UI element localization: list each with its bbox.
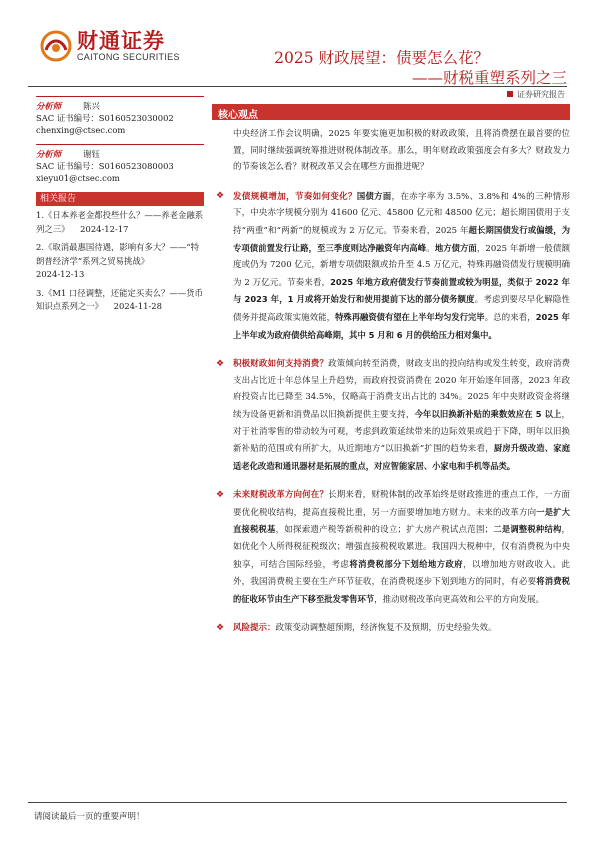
body-text: ，在赤字率为 3.5%、3.8%和 4%的三种情形下，中央赤字规模分别为 41600 亿元、45800 亿元和 48500 亿元；超长期国债用于支持“两重”和“两新”的规模或为 2 万亿元。节奏来看，2025 年 bbox=[233, 191, 570, 236]
report-date: 2024-11-28 bbox=[113, 301, 162, 311]
caitong-logo-icon bbox=[40, 30, 72, 62]
body-text: 政策变动调整超预期，经济恢复不及预期，历史经验失效。 bbox=[275, 623, 497, 634]
bold-text: 将消费税的征收环节由生产下移至批发零售环节 bbox=[233, 576, 570, 604]
header-divider bbox=[28, 86, 567, 87]
body-text: ，2025 年新增一般债额度或仍为 7200 亿元，新增专项债限额或抬升至 4.5 万亿元，特殊再融资债发行规模明确为 2 万亿元。节奏来看， bbox=[233, 243, 570, 288]
bold-text: 2025 年上半年或为政府债供给高峰期，其中 5 月和 6 月的供给压力相对集中。 bbox=[233, 311, 570, 340]
bold-text: 今年以旧换新补贴的乘数效应在 5 以上 bbox=[414, 408, 562, 419]
bullet-paragraph bbox=[212, 188, 570, 344]
bold-text: 厨房升级改造、家庭适老化改造和通讯器材是拓展的重点，对应智能家居、小家电和手机等品类。 bbox=[233, 443, 570, 471]
body-text: ，对于社消零售的带动较为可观，考虑到政策延续带来的边际效果或趋于下降，明年以旧换新补贴的范围或有所扩大，从近期地方“以旧换新”扩围的趋势来看， bbox=[233, 409, 570, 455]
intro-paragraph: 中央经济工作会议明确，2025 年要实施更加积极的财政政策，且将消费摆在最首要的位置，同时继续强调统筹推进财税体制改革。那么，明年财政政策强度会有多大？财政发力的节奏该怎么看？财税改革又会在哪些方面推进呢？ bbox=[233, 129, 570, 173]
logo-chinese: 财通证券 bbox=[77, 29, 165, 53]
square-icon bbox=[507, 91, 513, 97]
analyst-role: 分析师 bbox=[36, 149, 62, 159]
body-text: ，以增加地方财政收入。此外，我国消费税主要在生产环节征收，在消费税逐步下划到地方的同时，有必要 bbox=[233, 559, 570, 588]
analyst-sac: SAC 证书编号：S0160523080003 bbox=[36, 161, 174, 171]
bullet-keyword: 积极财政如何支持消费？ bbox=[233, 359, 329, 370]
company-logo bbox=[40, 30, 180, 62]
body-text: 政策倾向转至消费，财政支出的投向结构或发生转变，政府消费支出占比近十年总体呈上升趋势，而政府投资消费在 2020 年开始逐年回落，2023 年政府投资占比已降至 34.5%，仅略高于消费支出占比的 34%。2025 年中央财政资金将继续为设备更新和消费品以旧换新提供主要支持， bbox=[233, 359, 570, 420]
diamond-bullet-icon: ❖ bbox=[216, 359, 225, 370]
body-text: ，如优化个人所得税征税级次；增强直接税税收累进。我国四大税种中，仅有消费税为中央独享，可结合国际经验，考虑 bbox=[233, 525, 570, 570]
report-date: 2024-12-13 bbox=[36, 269, 85, 279]
sidebar bbox=[36, 96, 204, 319]
related-reports-list bbox=[36, 209, 204, 314]
body-text: 长期来看，财税体制的改革始终是财政推进的重点工作，一方面要优化税收结构，提高直接税比重，另一方面要增加地方财力。未来的改革方向 bbox=[233, 490, 570, 518]
bold-text: 特殊再融资债有望在上半年均匀发行完毕 bbox=[335, 311, 485, 322]
body-text: 。总的来看， bbox=[484, 312, 536, 323]
bold-text: 超长期国债发行或偏缓，为专项债前置发行让路，至三季度则达净融资年内高峰 bbox=[233, 224, 570, 253]
related-report-item[interactable]: 3.《M1 口径调整，还能定买卖么？——货币知识点系列之一》 2024-11-28 bbox=[36, 287, 203, 311]
bullet-paragraph bbox=[212, 487, 570, 608]
bold-text: 地方债方面 bbox=[434, 242, 477, 253]
analyst-sac: SAC 证书编号：S0160523030002 bbox=[36, 113, 174, 123]
bullet-keyword: 风险提示： bbox=[233, 623, 276, 634]
related-reports-heading: 相关报告 bbox=[36, 192, 204, 206]
bold-text: 一是扩大直接税税基 bbox=[233, 506, 570, 535]
section-heading: 核心观点 bbox=[212, 104, 570, 120]
bullet-keyword: 发债规模增加，节奏如何变化？ bbox=[233, 191, 357, 202]
report-type-label: 证券研究报告 bbox=[507, 89, 565, 100]
analyst-email[interactable]: chenxing@ctsec.com bbox=[36, 125, 126, 135]
diamond-bullet-icon: ❖ bbox=[216, 190, 225, 201]
analyst-email[interactable]: xieyu01@ctsec.com bbox=[36, 173, 120, 183]
bold-text: 2025 年地方政府债发行节奏前置或较为明显，类似于 2022 年与 2023 年，1 月或将开始发行和使用提前下达的部分债务额度 bbox=[233, 276, 570, 305]
bullet-paragraph bbox=[212, 356, 570, 475]
analyst-name: 陈兴 bbox=[83, 101, 100, 111]
analyst-name: 谢钰 bbox=[83, 149, 100, 159]
bullet-list bbox=[212, 188, 570, 637]
body-text: 。考虑到要尽早化解隐性债务并提高政策实施效能， bbox=[233, 295, 570, 323]
diamond-bullet-icon: ❖ bbox=[216, 623, 225, 634]
logo-english: CAITONG SECURITIES bbox=[77, 52, 180, 62]
bold-text: 国债方面 bbox=[356, 190, 392, 201]
footer-divider bbox=[28, 802, 567, 803]
related-report-item[interactable]: 1.《日本养老金都投些什么？——养老金融系列之三》 2024-12-17 bbox=[36, 210, 204, 234]
main-content bbox=[212, 104, 570, 637]
body-text: 。 bbox=[426, 243, 435, 254]
diamond-bullet-icon: ❖ bbox=[216, 490, 225, 501]
bold-text: 将消费税部分下划给地方政府 bbox=[349, 558, 464, 569]
report-subtitle: ——财税重塑系列之三 bbox=[411, 69, 567, 87]
bold-text: 二是调整税种结构 bbox=[493, 524, 562, 535]
analyst-card bbox=[36, 96, 204, 136]
analyst-role: 分析师 bbox=[36, 101, 62, 111]
bullet-paragraph bbox=[212, 620, 570, 637]
footer-disclaimer: 请阅读最后一页的重要声明！ bbox=[34, 812, 145, 822]
body-text: ，推动财税改革向更高效和公平的方向发展。 bbox=[374, 594, 545, 605]
report-title: 2025 财政展望：债要怎么花？ bbox=[274, 49, 489, 67]
analyst-card bbox=[36, 144, 204, 184]
bullet-keyword: 未来财税改革方向何在？ bbox=[233, 490, 329, 501]
report-date: 2024-12-17 bbox=[80, 223, 129, 234]
related-report-item[interactable]: 2.《取消最惠国待遇，影响有多大？——“特朗普经济学”系列之贸易挑战》 2024-12-13 bbox=[36, 242, 200, 279]
body-text: ，如探索遗产税等新税种的设立；扩大房产税试点范围； bbox=[275, 525, 494, 536]
